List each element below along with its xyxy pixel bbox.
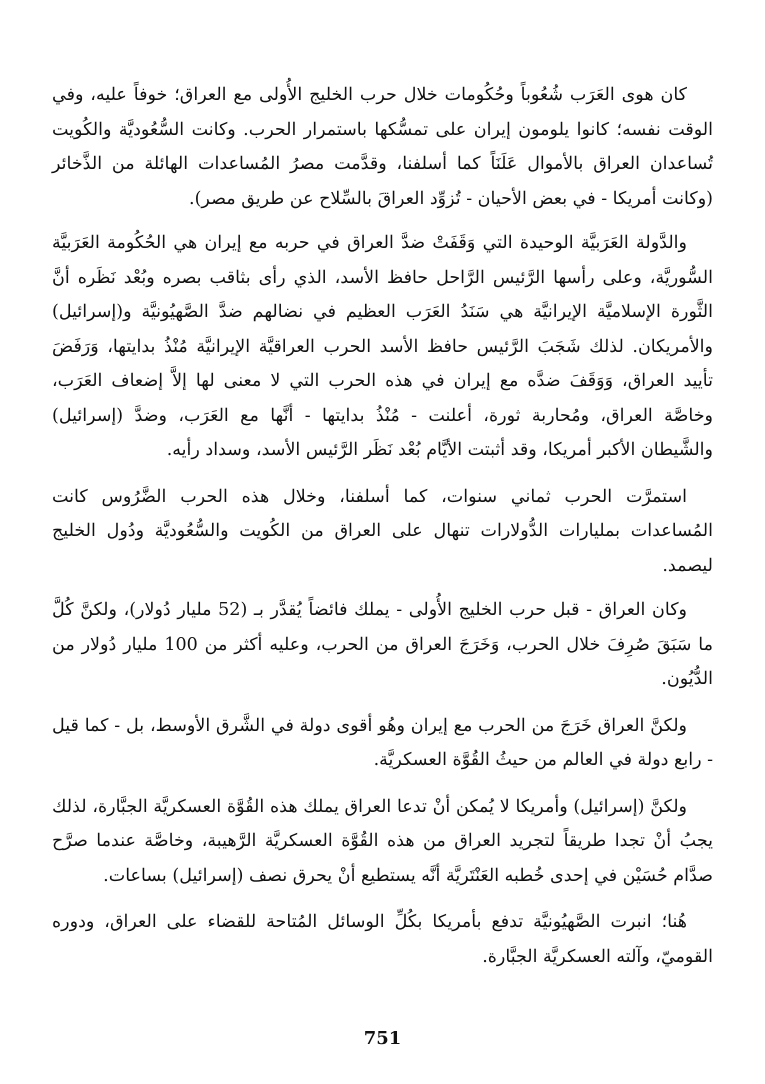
paragraph-3: استمرَّت الحرب ثماني سنوات، كما أسلفنا، وخلال هذه الحرب الضَّرُوس كانت المُساعدات بمليارات الدُّولارات تنهال على العراق من الكُويت والسُّعُوديَّة ودُول الخليج ليصمد.: [52, 486, 713, 576]
paragraph-5: ولكنَّ العراق خَرَجَ من الحرب مع إيران وهُو أقوى دولة في الشَّرق الأوسط، بل - كما قيل - رابع دولة في العالم من حيثُ القُوَّة العسكريَّة.: [52, 715, 713, 770]
paragraph-2: والدَّولة العَرَبيَّة الوحيدة التي وَقَفَتْ ضدَّ العراق في حربه مع إيران هي الحُكُومة العَرَبيَّة السُّوريَّة، وعلى رأسها الرَّئيس الرَّاحل حافظ الأسد، الذي رأى بثاقب بصره وبُعْد نَظَره أنَّ الثَّورة الإسلاميَّة الإيرانيَّة هي سَنَدُ العَرَب العظيم في نضالهم ضدَّ الصَّهيُونيَّة و(إسرائيل) والأمريكان. لذلك شَجَبَ الرَّئيس حافظ الأسد الحرب العراقيَّة الإيرانيَّة مُنْذُ بدايتها، وَرَفَضَ تأييد العراق، وَوَقَفَ ضدَّه مع إيران في هذه الحرب التي لا معنى لها إلاَّ إضعاف العَرَب، وخاصَّة العراق، ومُحاربة ثورة، أعلنت - مُنْذُ بدايتها - أنَّها مع العَرَب، وضدَّ (إسرائيل) والشَّيطان الأكبر أمريكا، وقد أثبتت الأيَّام بُعْد نَظَر الرَّئيس الأسد، وسداد رأيه.: [52, 233, 713, 460]
paragraph-6: ولكنَّ (إسرائيل) وأمريكا لا يُمكن أنْ تدعا العراق يملك هذه القُوَّة العسكريَّة الجبَّارة، لذلك يجبُ أنْ تجدا طريقاً لتجريد العراق من هذه القُوَّة العسكريَّة الرَّهيبة، وخاصَّة عندما صرَّح صدَّام حُسَيْن في إحدى خُطبه العَنْتَريَّة أنَّه يستطيع أنْ يحرق نصف (إسرائيل) بساعات.: [52, 796, 713, 886]
paragraph-1: كان هوى العَرَب شُعُوباً وحُكُومات خلال حرب الخليج الأُولى مع العراق؛ خوفاً عليه، وفي الوقت نفسه؛ كانوا يلومون إيران على تمسُّكها باستمرار الحرب. وكانت السُّعُوديَّة والكُويت تُساعدان العراق بالأموال عَلَنَاً كما أسلفنا، وقدَّمت مصرُ المُساعدات الهائلة من الذَّخائر (وكانت أمريكا - في بعض الأحيان - تُزوِّد العراقَ بالسِّلاح عن طريق مصر).: [52, 85, 713, 209]
page-number: 751: [363, 1028, 402, 1049]
paragraph-4: وكان العراق - قبل حرب الخليج الأُولى - يملك فائضاً يُقدَّر بـ (52 مليار دُولار)، ولكنَّ كُلَّ ما سَبَقَ صُرِفَ خلال الحرب، وَخَرَجَ العراق من الحرب، وعليه أكثر من 100 مليار دُولار من الدُّيُون.: [52, 600, 713, 689]
paragraph-7: هُنا؛ انبرت الصَّهيُونيَّة تدفع بأمريكا بكُلِّ الوسائل المُتاحة للقضاء على العراق، ودوره القوميّ، وآلته العسكريَّة الجبَّارة.: [52, 912, 713, 967]
